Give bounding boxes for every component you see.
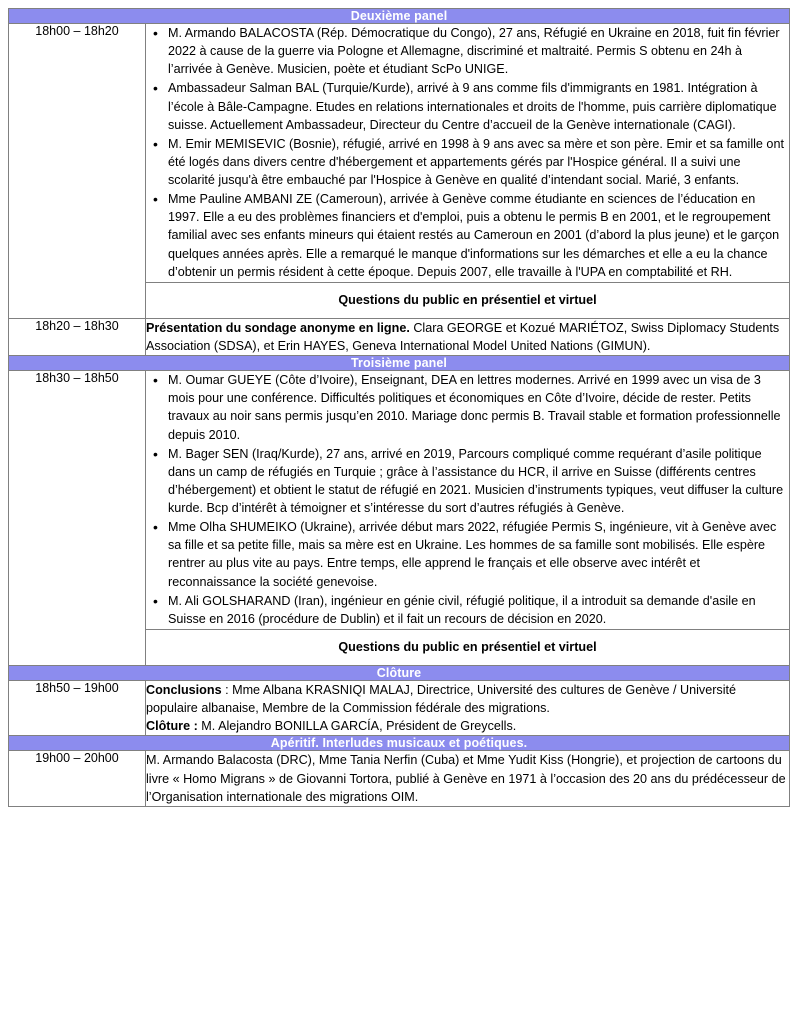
content-cell-aperitif: [146, 751, 790, 806]
time-cell-aperitif: 19h00 – 20h00: [9, 751, 146, 806]
time-cell-sondage: 18h20 – 18h30: [9, 318, 146, 355]
table-row-panel2-band: [9, 9, 790, 24]
schedule-table: [8, 8, 790, 807]
list-item: • M. Armando BALACOSTA (Rép. Démocratique du Congo), 27 ans, Réfugié en Ukraine en 2018, fuit fin février 2022 à cause de la guerre via Pologne et Allemagne, discriminé et maltraité. Permis S obtenu en 24h à l’arrivée à Genève. Musicien, poète et étudiant ScPo UNIGE.: [168, 24, 789, 78]
sondage-paragraph: [146, 319, 789, 355]
time-cell-panel3: 18h30 – 18h50: [9, 371, 146, 666]
content-cell-sondage: [146, 318, 790, 355]
content-cell-cloture: [146, 681, 790, 736]
table-row-panel3-content: [9, 371, 790, 630]
section-band-troisieme-panel: Troisième panel: [9, 356, 790, 371]
list-item: • Ambassadeur Salman BAL (Turquie/Kurde), arrivé à 9 ans comme fils d'immigrants en 1981. Intégration à l’école à Bâle-Campagne. Etudes en relations internationales et droits de l'homme, puis carrière diplomatique suisse. Actuellement Ambassadeur, Directeur du Centre d’accueil de la Genève internationale (CAGI).: [168, 79, 789, 133]
list-item: • M. Oumar GUEYE (Côte d’Ivoire), Enseignant, DEA en lettres modernes. Arrivé en 1999 avec un visa de 3 mois pour une conférence. Difficultés politiques et économiques en Côte d’Ivoire, décide de rester. Petits travaux au noir sans permis jusqu’en 2010. Mariage donc permis B. Travail stable et formation professionnelle depuis 2010.: [168, 371, 789, 444]
table-row-cloture-content: [9, 681, 790, 736]
content-cell-panel2: [146, 24, 790, 283]
table-row-aperitif-band: [9, 736, 790, 751]
conclusions-label: Conclusions: [146, 683, 222, 697]
speaker-list-panel2: [146, 24, 789, 281]
list-item: • Mme Pauline AMBANI ZE (Cameroun), arrivée à Genève comme étudiante en sciences de l’éducation en 1997. Elle a eu des problèmes financiers et d'emploi, puis a obtenu le permis B en 2001, et le regroupement familial avec ses enfants mineurs qui étaient restés au Cameroun en 2001 (d’abord la plus jeune) et le garçon quelques années après. Elle a remarqué le manque d'informations sur les démarches et elle a eu la chance d’obtenir un permis résident à cette époque. Depuis 2007, elle travaille à l'UPA en comptabilité et RH.: [168, 190, 789, 281]
section-band-cloture: Clôture: [9, 666, 790, 681]
speaker-list-panel3: [146, 371, 789, 628]
questions-row-panel2: Questions du public en présentiel et virtuel: [146, 282, 790, 318]
content-cell-panel3: [146, 371, 790, 630]
table-row-aperitif-content: [9, 751, 790, 806]
cloture-text: M. Alejandro BONILLA GARCÍA, Président de Greycells.: [201, 719, 517, 734]
table-row-sondage: [9, 318, 790, 355]
time-cell-cloture: 18h50 – 19h00: [9, 681, 146, 736]
table-row-panel2-content: [9, 24, 790, 283]
list-item: • M. Bager SEN (Iraq/Kurde), 27 ans, arrivé en 2019, Parcours compliqué comme requérant d’asile politique dans un camp de réfugiés en Turquie ; grâce à l’assistance du HCR, il arrive en Suisse (différents centres d’hébergement) et obtient le statut de réfugié en 2021. Musicien d’instruments typiques, veut diffuser la culture kurde. Bcp d’intérêt à témoigner et s’intéresse du sort d’autres réfugiés à Genève.: [168, 445, 789, 518]
conclusions-text: : Mme Albana KRASNIQI MALAJ, Directrice, Université des cultures de Genève / Université populaire albanaise, Membre de la Commission fédérale des migrations.: [146, 683, 737, 716]
section-band-aperitif: Apéritif. Interludes musicaux et poétiques.: [9, 736, 790, 751]
sondage-lead-label: Présentation du sondage anonyme en ligne.: [146, 320, 410, 335]
list-item: • M. Emir MEMISEVIC (Bosnie), réfugié, arrivé en 1998 à 9 ans avec sa mère et son père. Emir et sa famille ont été logés dans divers centre d'hébergement et appartements gérés par l'Hospice général. Il a suivi une scolarité jusqu'à être embauché par l'Hospice à Genève en qualité d’intendant social. Marié, 3 enfants.: [168, 135, 789, 189]
table-row-cloture-band: [9, 666, 790, 681]
list-item: • M. Ali GOLSHARAND (Iran), ingénieur en génie civil, réfugié politique, il a introduit sa demande d'asile en Suisse en 2016 (procédure de Dublin) et il fait un recours de décision en 2020.: [168, 592, 789, 628]
time-cell-panel2: 18h00 – 18h20: [9, 24, 146, 319]
list-item: • Mme Olha SHUMEIKO (Ukraine), arrivée début mars 2022, réfugiée Permis S, ingénieure, vit à Genève avec sa fille et sa petite fille, mais sa mère est en Ukraine. Les hommes de sa famille sont mobilisés. Elle espère rentrer au plus vite au pays. Entre temps, elle apprend le français et elle observe avec intérêt et reconnaissance la société genevoise.: [168, 518, 789, 591]
sondage-body-text: Clara GEORGE et Kozué MARIÉTOZ, Swiss Diplomacy Students Association (SDSA), et Erin HAYES, Geneva International Model United Nations (GIMUN).: [146, 320, 780, 353]
conclusions-paragraph: [146, 681, 789, 717]
questions-row-panel3: Questions du public en présentiel et virtuel: [146, 629, 790, 665]
section-band-deuxieme-panel: Deuxième panel: [9, 9, 790, 24]
aperitif-text: M. Armando Balacosta (DRC), Mme Tania Nerfin (Cuba) et Mme Yudit Kiss (Hongrie), et projection de cartoons du livre « Homo Migrans » de Giovanni Tortora, publié à Genève en 1971 à l’occasion des 20 ans du prédécesseur de l’Organisation internationale des migrations OIM.: [146, 753, 786, 804]
cloture-label: Clôture :: [146, 719, 202, 734]
cloture-paragraph: [146, 717, 789, 735]
table-row-panel3-band: [9, 356, 790, 371]
